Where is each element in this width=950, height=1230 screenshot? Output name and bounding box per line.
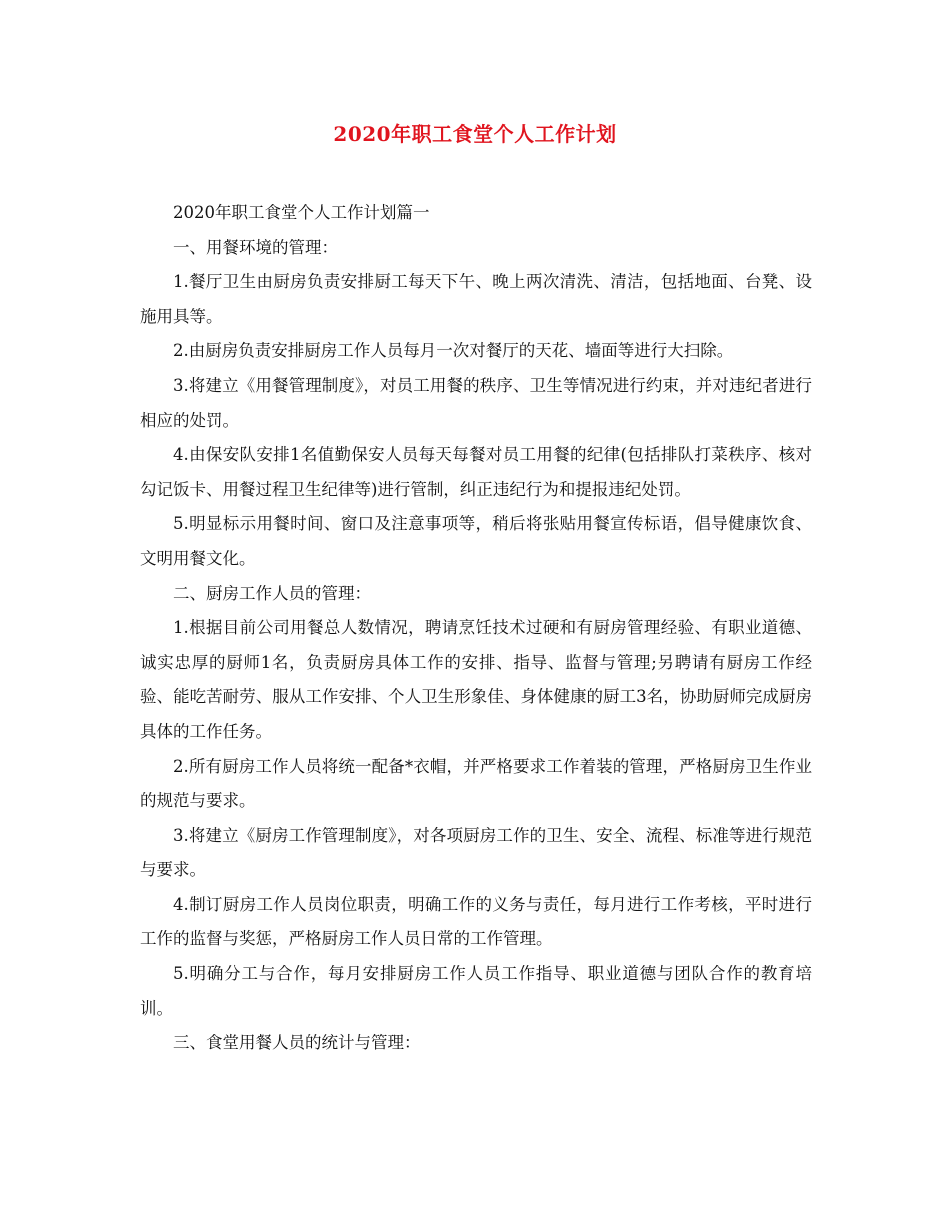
paragraph: 4.制订厨房工作人员岗位职责，明确工作的义务与责任，每月进行工作考核，平时进行工作的监督与奖惩，严格厨房工作人员日常的工作管理。 — [140, 894, 812, 949]
paragraph: 3.将建立《用餐管理制度》，对员工用餐的秩序、卫生等情况进行约束，并对违纪者进行相应的处罚。 — [140, 375, 812, 430]
paragraph: 5.明确分工与合作，每月安排厨房工作人员工作指导、职业道德与团队合作的教育培训。 — [140, 964, 812, 1018]
document-title: 2020年职工食堂个人工作计划 — [333, 122, 617, 146]
paragraph: 4.由保安队安排1名值勤保安人员每天每餐对员工用餐的纪律(包括排队打菜秩序、核对勾记饭卡、用餐过程卫生纪律等)进行管制，纠正违纪行为和提报违纪处罚。 — [140, 445, 812, 499]
subtitle-paragraph: 2020年职工食堂个人工作计划篇一 — [173, 203, 430, 222]
section-heading: 二、厨房工作人员的管理： — [173, 583, 371, 603]
section-heading: 三、食堂用餐人员的统计与管理： — [173, 1033, 421, 1053]
paragraph: 2.由厨房负责安排厨房工作人员每月一次对餐厅的天花、墙面等进行大扫除。 — [173, 341, 734, 361]
paragraph: 2.所有厨房工作人员将统一配备*衣帽，并严格要求工作着装的管理，严格厨房卫生作业的规范与要求。 — [140, 756, 812, 811]
paragraph: 5.明显标示用餐时间、窗口及注意事项等，稍后将张贴用餐宣传标语，倡导健康饮食、文明用餐文化。 — [140, 514, 812, 568]
paragraph: 1.餐厅卫生由厨房负责安排厨工每天下午、晚上两次清洗、清洁，包括地面、台凳、设施用具等。 — [140, 272, 812, 326]
paragraph: 1.根据目前公司用餐总人数情况，聘请烹饪技术过硬和有厨房管理经验、有职业道德、诚实忠厚的厨师1名，负责厨房具体工作的安排、指导、监督与管理;另聘请有厨房工作经验、能吃苦耐劳、服从工作安排、个人卫生形象佳、身体健康的厨工3名，协助厨师完成厨房具体的工作任务。 — [140, 618, 812, 741]
document-body — [140, 196, 812, 1061]
section-heading: 一、用餐环境的管理： — [173, 237, 338, 257]
paragraph: 3.将建立《厨房工作管理制度》，对各项厨房工作的卫生、安全、流程、标准等进行规范与要求。 — [140, 825, 812, 880]
